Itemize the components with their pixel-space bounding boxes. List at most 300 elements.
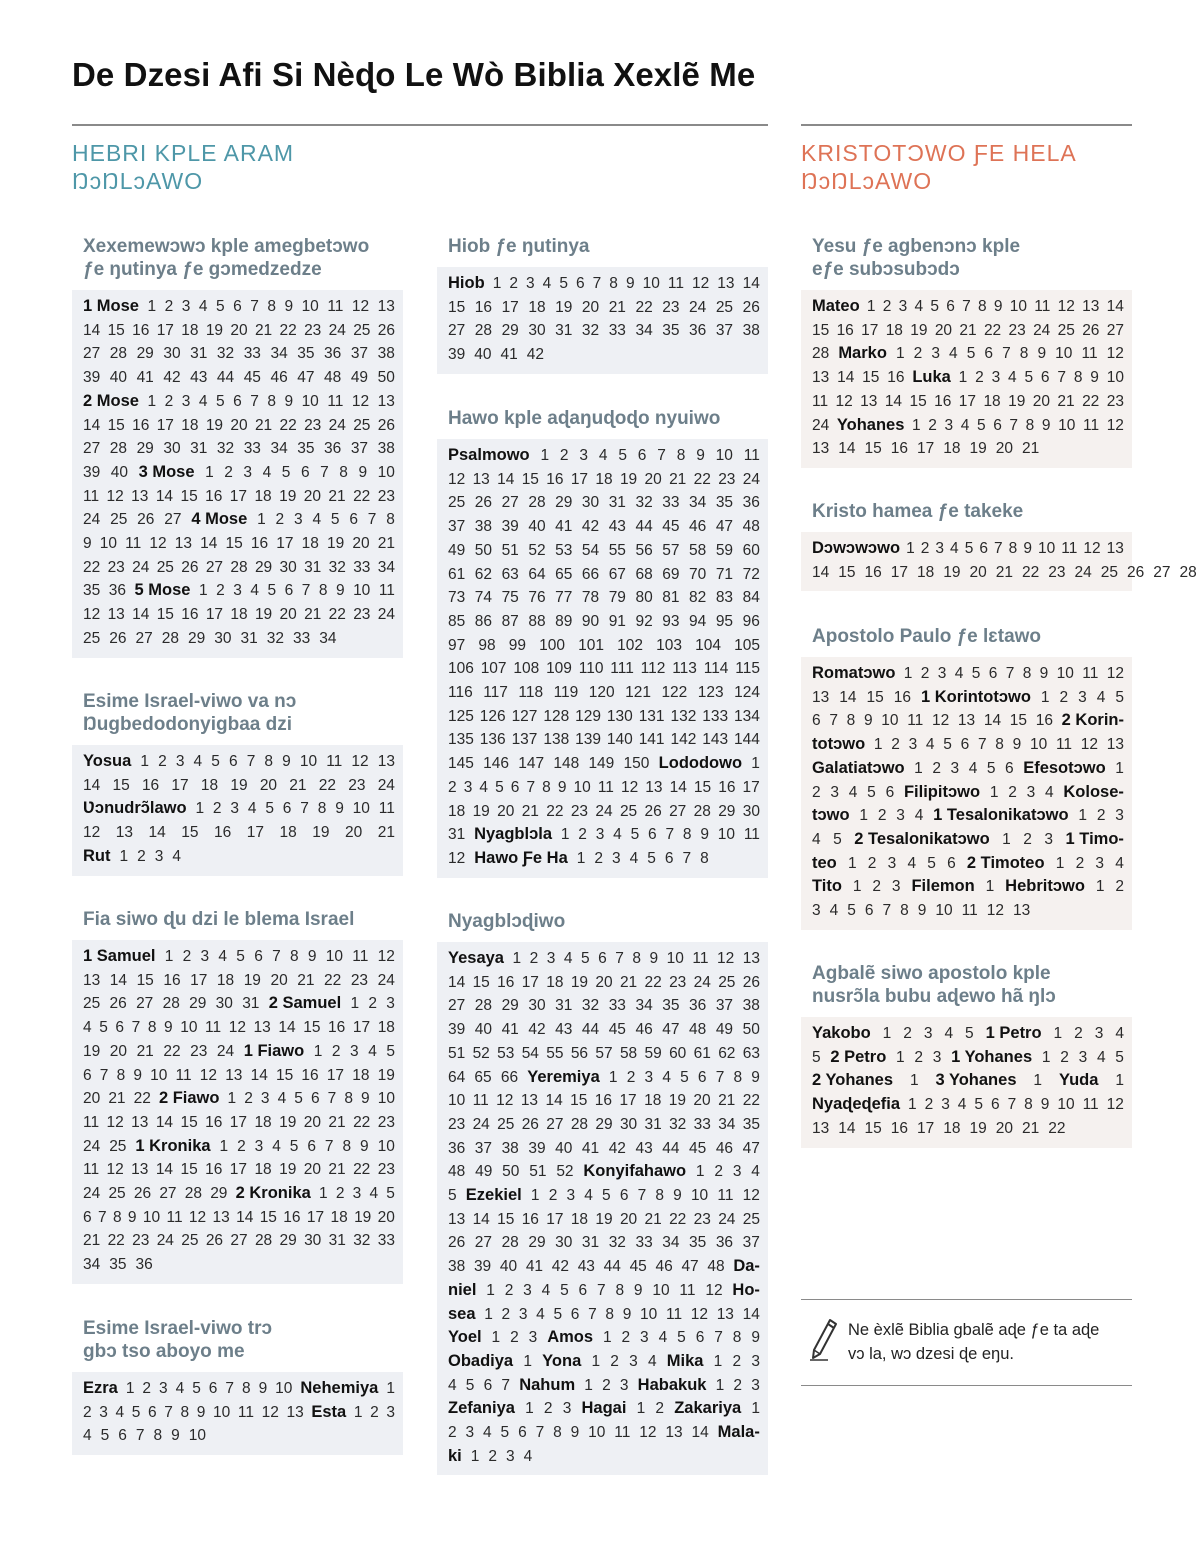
chapter-number: 1 [147, 392, 157, 410]
chapter-number: 20 [1032, 392, 1050, 410]
chapter-number: 2 [224, 463, 233, 481]
chapter-line [812, 390, 1124, 414]
chapter-number: 11 [812, 392, 829, 410]
chapter-number: 13 [472, 470, 490, 488]
chapter-number: 8 [700, 849, 709, 867]
book-name: 2 Fiawo [158, 1089, 220, 1108]
chapter-line [83, 969, 395, 993]
chapter-number: 79 [608, 589, 626, 607]
book-name: Yuda [1058, 1071, 1099, 1090]
chapter-number: 9 [358, 463, 368, 481]
chapter-number: 23 [1048, 563, 1066, 581]
chapter-number: 12 [199, 1066, 218, 1084]
section-prophets [437, 910, 768, 1475]
chapter-number: 1 [1055, 854, 1065, 872]
chapter-number: 22 [693, 470, 711, 488]
chapter-number: 2 [244, 1090, 253, 1108]
chapter-number: 1 [195, 800, 205, 818]
chapter-number: 6 [664, 849, 674, 867]
page-title: De Dzesi Afi Si Nèɖo Le Wò Biblia Xexlẽ Me [72, 56, 756, 93]
book-name: Filipitɔwo [903, 782, 981, 801]
chapter-number: 18 [943, 1119, 961, 1137]
chapter-number: 18 [279, 824, 297, 842]
chapter-number: 7 [665, 826, 675, 844]
chapter-number: 25 [156, 558, 174, 576]
chapter-number: 105 [734, 636, 760, 654]
book-name: Konyifahawo [583, 1162, 687, 1181]
chapter-number: 2 [1074, 1025, 1083, 1042]
chapter-number: 19 [943, 563, 961, 581]
chapter-number: 15 [909, 392, 927, 410]
chapter-number: 6 [993, 416, 1002, 434]
chapter-number: 5 [265, 800, 274, 818]
chapter-number: 8 [289, 948, 299, 965]
chapter-number: 10 [1029, 736, 1048, 754]
chapter-number: 64 [448, 1068, 466, 1086]
chapter-number: 20 [230, 416, 248, 434]
chapter-number: 103 [656, 636, 682, 654]
chapter-line [448, 1255, 760, 1279]
book-name: totɔwo [812, 735, 866, 754]
chapter-number: 5 [847, 902, 856, 920]
section-promised-land [72, 690, 403, 876]
chapter-number: 25 [1100, 563, 1118, 581]
chapter-number: 49 [475, 1163, 493, 1181]
chapter-number: 6 [510, 778, 520, 796]
chapter-number: 1 [751, 1400, 760, 1418]
chapter-number: 28 [528, 494, 546, 512]
chapter-number: 4 [848, 783, 858, 801]
book-name: Hebritɔwo [1005, 877, 1085, 896]
chapter-number: 32 [216, 345, 235, 363]
chapter-line [448, 444, 760, 468]
chapter-number: 3 [506, 1447, 515, 1465]
chapter-number: 3 [830, 783, 840, 801]
chapter-number: 9 [993, 298, 1003, 315]
hebrew-aramaic-heading: HEBRI KPLE ARAM ŊɔŊLɔAWO [72, 140, 295, 194]
book-name: Da- [733, 1257, 760, 1276]
chapter-line [448, 994, 760, 1018]
chapter-number: 26 [377, 321, 395, 339]
chapter-number: 4 [949, 345, 958, 363]
chapter-number: 12 [742, 1187, 760, 1205]
chapter-number: 15 [276, 1066, 294, 1084]
chapter-number: 18 [230, 606, 248, 624]
chapter-number: 37 [350, 345, 369, 363]
chapter-number: 8 [318, 582, 328, 600]
chapter-number: 22 [742, 1092, 760, 1110]
chapter-line [812, 1069, 1124, 1093]
chapter-number: 9 [633, 1281, 643, 1299]
chapter-number: 5 [495, 778, 504, 796]
chapter-number: 3 [200, 948, 210, 965]
chapter-number: 1 [540, 447, 550, 464]
chapter-line [448, 1445, 760, 1469]
chapter-number: 14 [83, 776, 101, 794]
chapter-number: 39 [473, 1258, 492, 1276]
chapter-number: 22 [133, 1090, 151, 1108]
chapter-number: 18 [352, 1066, 370, 1084]
chapter-number: 6 [598, 950, 607, 967]
chapter-number: 6 [518, 1424, 527, 1442]
chapter-number: 10 [1057, 1096, 1075, 1114]
chapter-number: 27 [501, 494, 519, 512]
chapter-number: 36 [689, 322, 707, 340]
chapter-number: 65 [474, 1068, 492, 1086]
chapter-number: 16 [132, 416, 150, 434]
chapter-number: 3 [751, 1352, 760, 1370]
chapter-number: 10 [588, 1424, 606, 1442]
chapter-number: 33 [377, 1232, 395, 1250]
chapter-number: 4 [584, 1187, 593, 1205]
chapter-number: 11 [175, 1066, 192, 1084]
chapter-number: 22 [83, 558, 101, 576]
chapter-number: 2 [216, 582, 225, 600]
chapter-number: 8 [317, 800, 327, 818]
chapter-number: 26 [742, 973, 760, 991]
chapter-number: 42 [526, 346, 544, 364]
chapter-line [812, 342, 1124, 366]
chapter-number: 56 [570, 1044, 589, 1062]
chapter-number: 36 [742, 494, 760, 512]
chapter-number: 13 [448, 1210, 466, 1228]
chapter-number: 132 [670, 707, 697, 725]
chapter-number: 11 [83, 487, 100, 505]
chapter-number: 33 [293, 629, 311, 647]
chapter-number: 4 [944, 1025, 954, 1042]
chapter-line [448, 1231, 760, 1255]
chapter-number: 1 [852, 878, 862, 896]
chapter-number: 104 [695, 636, 721, 654]
chapter-line [83, 390, 395, 414]
chapter-number: 18 [301, 535, 319, 553]
book-name: Yohanes [836, 415, 905, 434]
chapter-line [83, 295, 395, 319]
chapter-number: 4 [1115, 854, 1124, 872]
chapter-number: 11 [1034, 298, 1051, 315]
chapter-number: 17 [306, 1208, 325, 1226]
chapter-number: 11 [961, 902, 978, 920]
chapter-number: 2 [903, 1025, 912, 1042]
chapter-number: 9 [863, 712, 873, 730]
chapter-number: 43 [608, 518, 626, 536]
chapter-line [448, 491, 760, 515]
chapter-number: 41 [500, 346, 518, 364]
chapter-number: 66 [500, 1068, 519, 1086]
chapter-number: 3 [566, 1187, 576, 1205]
chapter-number: 16 [890, 1119, 908, 1137]
chapter-number: 19 [83, 1042, 101, 1060]
chapter-number: 2 [164, 298, 174, 315]
chapter-number: 9 [282, 753, 291, 770]
book-name: 3 Yohanes [935, 1071, 1017, 1090]
chapter-number: 1 [1115, 1072, 1124, 1090]
chapter-number: 37 [742, 1234, 760, 1252]
chapter-number: 21 [377, 535, 395, 553]
chapter-number: 10 [1009, 298, 1028, 315]
chapter-number: 129 [575, 707, 601, 725]
chapter-number: 47 [297, 369, 315, 387]
chapter-number: 3 [1095, 854, 1105, 872]
chapter-number: 17 [917, 440, 935, 458]
chapter-number: 10 [150, 1066, 168, 1084]
chapter-number: 28 [570, 1115, 589, 1133]
chapter-number: 13 [860, 392, 878, 410]
chapter-number: 1 [1040, 688, 1050, 706]
book-name: niel [448, 1280, 477, 1299]
chapter-number: 19 [377, 1066, 395, 1084]
chapter-number: 19 [312, 824, 330, 842]
chapter-number: 24 [328, 321, 346, 339]
chapter-number: 10 [717, 826, 736, 844]
section-title: Kristo hamea ƒe takeke [812, 501, 1024, 522]
chapter-line [448, 468, 760, 492]
chapter-number: 5 [465, 1376, 475, 1394]
chapter-number: 12 [835, 392, 853, 410]
chapter-number: 25 [181, 1232, 199, 1250]
chapter-number: 21 [297, 971, 315, 989]
chapter-number: 9 [171, 1427, 180, 1445]
chapter-number: 17 [352, 1019, 371, 1037]
chapter-number: 12 [716, 950, 735, 967]
chapter-number: 19 [254, 606, 273, 624]
chapter-number: 13 [377, 298, 395, 315]
chapter-line [83, 1135, 395, 1159]
chapter-number: 3 [523, 1281, 532, 1299]
chapter-number: 21 [995, 563, 1013, 581]
chapter-number: 12 [620, 778, 639, 796]
chapter-number: 34 [718, 1115, 736, 1133]
chapter-number: 5 [812, 1048, 821, 1066]
chapter-number: 21 [718, 1092, 736, 1110]
chapter-number: 15 [521, 470, 539, 488]
chapter-number: 2 [237, 1137, 246, 1155]
chapter-number: 29 [501, 997, 519, 1015]
chapter-number: 6 [619, 1187, 629, 1205]
chapter-number: 10 [666, 950, 684, 967]
chapter-number: 10 [642, 275, 660, 292]
chapter-number: 126 [479, 707, 506, 725]
chapter-number: 11 [327, 298, 344, 315]
chapter-number: 3 [352, 1185, 362, 1203]
chapter-number: 7 [637, 1187, 647, 1205]
chapter-number: 11 [1082, 1096, 1099, 1114]
chapter-number: 27 [164, 511, 182, 529]
book-name: 2 Yohanes [812, 1071, 894, 1090]
chapter-line [448, 1184, 760, 1208]
chapter-number: 33 [243, 345, 261, 363]
section-job [437, 235, 768, 374]
chapter-number: 24 [742, 470, 760, 488]
chapter-number: 33 [243, 440, 261, 458]
chapter-line [812, 828, 1124, 852]
chapter-number: 1 [492, 275, 502, 292]
chapter-number: 17 [171, 776, 189, 794]
chapter-number: 4 [247, 800, 257, 818]
chapter-number: 96 [742, 612, 760, 630]
chapter-number: 4 [812, 830, 821, 848]
chapter-number: 3 [595, 826, 605, 844]
chapter-number: 5 [386, 1185, 395, 1203]
book-name: Ho- [732, 1280, 760, 1299]
chapter-number: 21 [644, 1210, 662, 1228]
chapter-line [83, 1401, 395, 1425]
chapter-number: 3 [891, 878, 901, 896]
chapter-line [812, 757, 1124, 781]
chapter-number: 6 [483, 1376, 493, 1394]
chapter-number: 44 [581, 1021, 600, 1039]
chapter-number: 2 [275, 511, 285, 529]
chapter-number: 149 [588, 755, 615, 773]
chapter-number: 54 [581, 541, 600, 559]
chapter-number: 3 [732, 1163, 742, 1181]
chapter-number: 34 [270, 440, 288, 458]
chapter-number: 23 [570, 802, 589, 820]
chapter-number: 20 [279, 606, 297, 624]
chapter-number: 2 [543, 1400, 553, 1418]
chapter-number: 2 [733, 1376, 743, 1394]
chapter-number: 4 [368, 1042, 377, 1060]
chapter-number: 3 [1026, 783, 1036, 801]
book-name: Galatiatɔwo [812, 758, 905, 777]
book-name: 1 Tesalonikatɔwo [933, 806, 1069, 825]
chapter-number: 47 [681, 1258, 699, 1276]
book-name: Mateo [812, 297, 860, 315]
chapter-number: 4 [198, 298, 208, 315]
chapter-number: 2 [1023, 830, 1032, 848]
chapter-number: 141 [638, 731, 665, 749]
chapter-number: 16 [893, 688, 911, 706]
chapter-number: 6 [812, 712, 821, 730]
chapter-number: 108 [513, 660, 540, 678]
chapter-number: 29 [279, 1232, 297, 1250]
chapter-number: 1 [491, 1329, 501, 1347]
chapter-number: 89 [555, 612, 573, 630]
chapter-number: 11 [1061, 540, 1078, 557]
chapter-line [83, 1040, 395, 1064]
chapter-number: 49 [448, 541, 466, 559]
chapter-number: 2 [1096, 807, 1106, 825]
chapter-line [83, 774, 395, 798]
chapter-number: 2 [509, 275, 518, 292]
note-bottom-rule [801, 1385, 1132, 1386]
chapter-number: 15 [303, 1019, 321, 1037]
section-title: Apostolo Paulo ƒe lɛtawo [812, 626, 1042, 647]
chapter-number: 7 [962, 298, 971, 315]
chapter-number: 4 [662, 1068, 671, 1086]
chapter-number: 28 [109, 345, 128, 363]
chapter-number: 44 [635, 518, 653, 536]
chapter-number: 20 [303, 1113, 321, 1131]
chapter-number: 16 [887, 369, 905, 387]
chapter-number: 21 [959, 321, 977, 339]
chapter-number: 15 [864, 440, 882, 458]
chapter-number: 27 [83, 345, 101, 363]
chapter-number: 3 [254, 1137, 264, 1155]
chapter-number: 19 [326, 535, 345, 553]
book-name: Yeremiya [527, 1067, 600, 1086]
chapter-number: 13 [1106, 540, 1124, 557]
chapter-number: 5 [1115, 1048, 1124, 1066]
chapter-number: 4 [954, 665, 964, 682]
chapter-number: 36 [135, 1256, 153, 1274]
chapter-number: 13 [115, 824, 133, 842]
chapter-number: 57 [662, 541, 680, 559]
chapter-list [437, 439, 768, 878]
chapter-number: 15 [259, 1208, 277, 1226]
chapter-number: 17 [521, 973, 539, 991]
chapter-number: 18 [885, 321, 903, 339]
chapter-number: 13 [131, 1113, 149, 1131]
chapter-number: 110 [578, 660, 604, 678]
chapter-number: 5 [131, 1403, 141, 1421]
chapter-number: 14 [839, 688, 857, 706]
book-name: Dɔwɔwɔwo [812, 539, 901, 557]
chapter-number: 4 [598, 447, 608, 464]
chapter-number: 6 [637, 447, 647, 464]
chapter-line [448, 971, 760, 995]
chapter-number: 6 [282, 800, 292, 818]
chapter-line [448, 947, 760, 971]
chapter-number: 17 [570, 470, 589, 488]
chapter-number: 15 [180, 487, 198, 505]
chapter-number: 8 [180, 1403, 190, 1421]
chapter-number: 18 [448, 802, 466, 820]
chapter-number: 46 [270, 369, 288, 387]
chapter-number: 17 [229, 1161, 248, 1179]
chapter-number: 1 [313, 1042, 323, 1060]
chapter-number: 9 [557, 778, 567, 796]
chapter-number: 13 [131, 487, 149, 505]
chapter-number: 10 [99, 535, 117, 553]
book-name: 2 Samuel [268, 994, 342, 1013]
chapter-number: 24 [83, 511, 101, 529]
chapter-number: 19 [354, 1208, 372, 1226]
chapter-number: 17 [917, 1119, 935, 1137]
chapter-number: 1 [847, 854, 857, 872]
chapter-number: 9 [284, 392, 294, 410]
chapter-number: 16 [497, 973, 515, 991]
chapter-number: 25 [742, 1210, 760, 1228]
chapter-list [801, 657, 1132, 930]
book-name: 1 Mose [83, 297, 139, 315]
chapter-number: 139 [575, 731, 601, 749]
chapter-number: 60 [669, 1044, 687, 1062]
chapter-line [83, 461, 395, 485]
chapter-number: 5 [330, 511, 340, 529]
chapter-number: 19 [279, 487, 297, 505]
chapter-number: 42 [608, 1139, 626, 1157]
chapter-number: 9 [127, 1208, 137, 1226]
chapter-number: 34 [635, 997, 653, 1015]
chapter-number: 2 [1060, 1048, 1069, 1066]
chapter-number: 27 [546, 1115, 564, 1133]
chapter-number: 12 [986, 902, 1004, 920]
book-name: 1 Fiawo [243, 1041, 305, 1060]
section-title: Esime Israel-viwo trɔ gbɔ tso aboyo me [83, 1318, 273, 1362]
chapter-number: 42 [163, 369, 181, 387]
chapter-line [83, 532, 395, 556]
chapter-number: 5 [965, 1025, 974, 1042]
chapter-number: 13 [812, 440, 830, 458]
book-name: 1 Kronika [135, 1136, 211, 1155]
chapter-number: 28 [162, 995, 180, 1013]
chapter-number: 37 [474, 1139, 493, 1157]
chapter-number: 19 [205, 321, 224, 339]
chapter-number: 44 [603, 1258, 621, 1276]
chapter-number: 4 [250, 582, 259, 600]
chapter-number: 23 [669, 973, 687, 991]
